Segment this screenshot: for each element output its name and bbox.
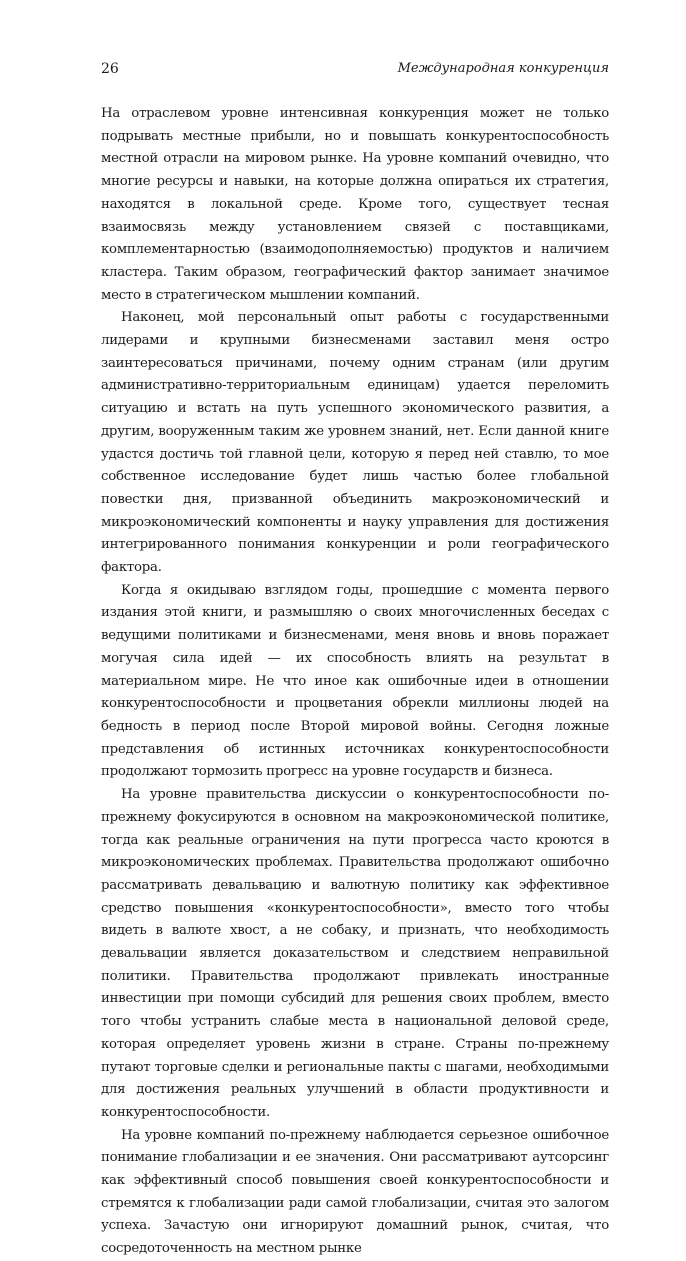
paragraph: Наконец, мой персональный опыт работы с государственными лидерами и крупными бизнесменами заставил меня остро заинтересоваться причинами, почему одним странам (или другим административно-территориальным единицам) удается переломить ситуацию и встать на путь успешного экономического развития, а другим, вооруженным таким же уровнем знаний, нет. Если данной книге удастся достичь той главной цели, которую я перед ней ставлю, то мое собственное исследование будет лишь частью более глобальной повестки дня, призванной объединить макроэкономический и микроэкономический компоненты и науку управления для достижения интегрированного понимания конкуренции и роли географического фактора. — [101, 310, 609, 576]
paragraph: На отраслевом уровне интенсивная конкуренция может не только подрывать местные прибыли, но и повышать конкурентоспособность местной отрасли на мировом рынке. На уровне компаний очевидно, что многие ресурсы и навыки, на которые должна опираться их стратегия, находятся в локальной среде. Кроме того, существует тесная взаимосвязь между установлением связей с поставщиками, комплементарностью (взаимодополняемостью) продуктов и наличием кластера. Таким образом, географический фактор занимает значимое место в стратегическом мышлении компаний. — [101, 106, 609, 303]
paragraph: На уровне правительства дискуссии о конкурентоспособности по-прежнему фокусируются в основном на макроэкономической политике, тогда как реальные ограничения на пути прогресса часто кроются в микроэкономических проблемах. Правительства продолжают ошибочно рассматривать девальвацию и валютную политику как эффективное средство повышения «конкурентоспособности», вместо того чтобы видеть в валюте хвост, а не собаку, и признать, что необходимость девальвации является доказательством и следствием неправильной политики. Правительства продолжают привлекать иностранные инвестиции при помощи субсидий для решения своих проблем, вместо того чтобы устранить слабые места в национальной деловой среде, которая определяет уровень жизни в стране. Страны по-прежнему путают торговые сделки и региональные пакты с шагами, необходимыми для достижения реальных улучшений в области продуктивности и конкурентоспособности. — [101, 787, 609, 1120]
paragraph: На уровне компаний по-прежнему наблюдается серьезное ошибочное понимание глобализации и ее значения. Они рассматривают аутсорсинг как эффективный способ повышения своей конкурентоспособности и стремятся к глобализации ради самой глобализации, считая это залогом успеха. Зачастую они игнорируют домашний рынок, считая, что сосредоточенность на местном рынке — [101, 1127, 609, 1257]
running-header-title: Международная конкуренция — [397, 61, 609, 76]
body-text — [101, 103, 609, 1261]
paragraph: Когда я окидываю взглядом годы, прошедшие с момента первого издания этой книги, и размышляю о своих многочисленных беседах с ведущими политиками и бизнесменами, меня вновь и вновь поражает могучая сила идей — их способность влиять на результат в материальном мире. Не что иное как ошибочные идеи в отношении конкурентоспособности и процветания обрекли миллионы людей на бедность в период после Второй мировой войны. Сегодня ложные представления об истинных источниках конкурентоспособности продолжают тормозить прогресс на уровне государств и бизнеса. — [101, 582, 609, 780]
page-number: 26 — [101, 61, 119, 77]
